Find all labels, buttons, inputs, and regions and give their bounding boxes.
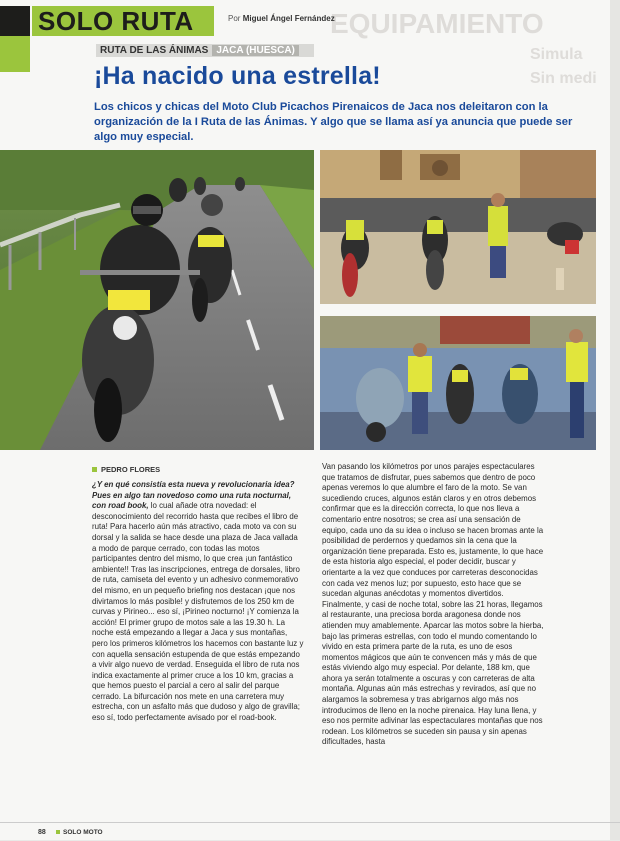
page-footer (0, 822, 620, 841)
section-tab (0, 36, 30, 72)
lead-question: ¿Y en qué consistía esta nueva y revolucionaria idea? Pues en algo tan novedoso como una ruta nocturnal, con road book, (92, 480, 295, 511)
byline (228, 14, 335, 23)
photo-credit: PEDRO FLORES (92, 465, 160, 474)
ghost-subheading-right-2: Sin medi (530, 70, 597, 87)
byline-prefix: Por (228, 14, 241, 23)
section-marker (0, 6, 30, 36)
route-tag (96, 44, 314, 57)
main-photo-riders-on-road (0, 150, 314, 450)
article-headline: ¡Ha nacido una estrella! (94, 62, 381, 90)
body-column-1 (92, 480, 304, 724)
column-2-text: Van pasando los kilómetros por unos parajes espectaculares que tratamos de disfrutar, pues sabemos que dentro de poco apenas veremos lo que alumbre el faro de la moto. Se van sucediendo cruces, algunos están claros y en otros debemos confirmar que es la dirección correcta, lo que nos lleva a comentario entre nosotros; se crea así una sensación de equipo, cada uno da su idea o incluso se hacen bromas ante la posibilidad de perdernos y quedamos sin la cena que la organización tiene preparada. Esto es, justamente, lo que hace de esta historia algo especial, el poder decidir, buscar y orientarte a la vez que conduces por carreteras desconocidas con cada vez menos luz; por supuesto, esto hace que se sucedan algunas anécdotas y momentos divertidos. Finalmente, y casi de noche total, sobre las 21 horas, llegamos al restaurante, una preciosa borda aragonesa donde nos atienden muy amablemente. Aparcar las motos sobre la hierba, bajo las primeras estrellas, con todo el mundo comentando lo vivido en esta primera parte de la ruta, es uno de esos momentos mágicos que aún te convencen más y más de que estás viviendo algo muy especial. Por delante, 188 km, que ahora ya serán totalmente a oscuras y con carreteras de alta montaña. Algunas aún más estrechas y revirados, así que no alargamos la sobremesa y tras abrigarnos algo más nos introducimos de lleno en la noche pirenaica. Hay luna llena, y eso nos permite adivinar las espectaculares montañas que nos rodean. Los kilómetros se suceden sin pausa y sin apenas dificultades, hasta (322, 462, 544, 747)
page-number: 88 (38, 829, 46, 836)
article-lede: Los chicos y chicas del Moto Club Picachos Pirenaicos de Jaca nos deleitaron con la organización de la I Ruta de las Ánimas. Y algo que se llama así ya anuncia que puede ser algo muy especial. (94, 101, 573, 143)
magazine-name: SOLO MOTO (56, 829, 103, 836)
byline-author: Miguel Ángel Fernández (242, 14, 335, 23)
body-column-2 (322, 462, 544, 748)
column-1-paragraph (92, 480, 304, 724)
route-place: JACA (HUESCA) (212, 45, 299, 56)
route-name: RUTA DE LAS ÁNIMAS (100, 45, 209, 56)
ghost-subheading-right: Simula (530, 46, 583, 63)
section-title: SOLO RUTA (32, 6, 214, 36)
photo-group-in-square (320, 150, 596, 304)
photo-riders-parking (320, 316, 596, 450)
page-edge (610, 0, 620, 840)
ghost-heading-right: EQUIPAMIENTO (330, 8, 544, 39)
column-1-text: lo cual añade otra novedad: el desconocimiento del recorrido hasta que recibes el libro de ruta! Para hacerlo aún más atractivo, cada moto va con su dorsal y la salida se hace desde una plaza de Jaca vallada a modo de parque cerrado, con todas las motos participantes dentro del mismo, lo que crea ¡un fantástico ambiente!! Tras las inscripciones, entrega de dorsales, libro de ruta, camiseta del evento y un adhesivo conmemorativo del mismo, en un pequeño briefing nos destacan ¡que nos divirtamos lo más posible! y disfrutemos de los 250 km de curvas y Pirineo... eso sí, ¡Pirineo nocturno! ¡Y comienza la acción! El primer grupo de motos sale a las 19.30 h. La noche está empezando a llegar a Jaca y sus montañas, pero los primeros kilómetros los hacemos con bastante luz y con aquella sensación estupenda de que estás empezando a vivir algo nuevo de verdad. Enseguida el libro de ruta nos indica exactamente al primer cruce a los 10 km, gracias a que hemos puesto el parcial a cero al salir del parque cerrado. La bifurcación nos mete en una carretera muy estrecha, con un asfalto más que dudoso y algo de gravilla; eso sí, todo perfectamente avisado por el road-book. (92, 501, 304, 723)
